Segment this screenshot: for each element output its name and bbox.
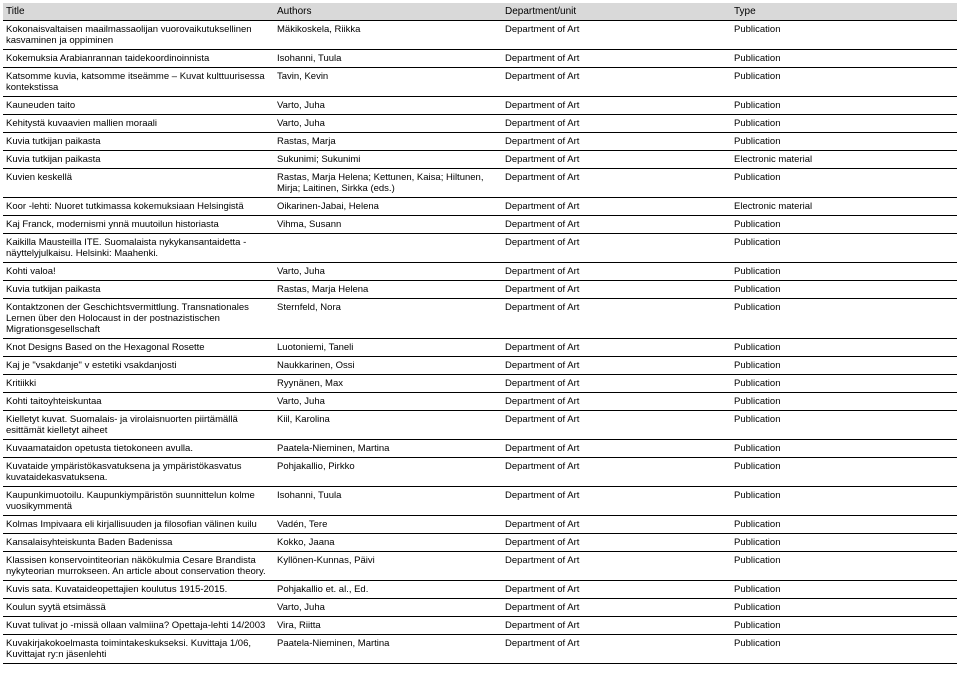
cell-unit: Department of Art (502, 440, 731, 458)
cell-title: Kaj Franck, modernismi ynnä muutoilun historiasta (3, 216, 274, 234)
cell-type: Publication (731, 635, 957, 664)
cell-type: Publication (731, 169, 957, 198)
cell-type: Electronic material (731, 151, 957, 169)
table-row (3, 552, 957, 581)
table-row (3, 97, 957, 115)
table-row (3, 198, 957, 216)
cell-unit: Department of Art (502, 68, 731, 97)
table-row (3, 115, 957, 133)
cell-type: Publication (731, 133, 957, 151)
cell-type: Publication (731, 21, 957, 50)
cell-unit: Department of Art (502, 97, 731, 115)
column-header-authors: Authors (274, 3, 502, 21)
table-row (3, 440, 957, 458)
cell-unit: Department of Art (502, 581, 731, 599)
cell-type: Publication (731, 534, 957, 552)
cell-title: Kokonaisvaltaisen maailmassaolijan vuorovaikutuksellinen kasvaminen ja oppiminen (3, 21, 274, 50)
cell-authors: Sukunimi; Sukunimi (274, 151, 502, 169)
cell-type: Publication (731, 581, 957, 599)
cell-unit: Department of Art (502, 375, 731, 393)
cell-authors: Mäkikoskela, Riikka (274, 21, 502, 50)
cell-title: Kuvataide ympäristökasvatuksena ja ympäristökasvatus kuvataidekasvatuksena. (3, 458, 274, 487)
cell-unit: Department of Art (502, 411, 731, 440)
cell-authors: Kiil, Karolina (274, 411, 502, 440)
cell-title: Kuvia tutkijan paikasta (3, 151, 274, 169)
cell-title: Kuvakirjakokoelmasta toimintakeskukseksi. Kuvittaja 1/06, Kuvittajat ry:n jäsenlehti (3, 635, 274, 664)
cell-authors: Paatela-Nieminen, Martina (274, 635, 502, 664)
cell-unit: Department of Art (502, 635, 731, 664)
cell-type: Publication (731, 299, 957, 339)
table-row (3, 516, 957, 534)
cell-title: Kuvia tutkijan paikasta (3, 281, 274, 299)
table-row (3, 458, 957, 487)
cell-title: Knot Designs Based on the Hexagonal Rosette (3, 339, 274, 357)
cell-authors: Pohjakallio et. al., Ed. (274, 581, 502, 599)
cell-title: Kuvis sata. Kuvataideopettajien koulutus 1915-2015. (3, 581, 274, 599)
cell-authors: Pohjakallio, Pirkko (274, 458, 502, 487)
cell-type: Publication (731, 393, 957, 411)
cell-authors: Kokko, Jaana (274, 534, 502, 552)
cell-type: Publication (731, 339, 957, 357)
table-row (3, 375, 957, 393)
cell-authors: Isohanni, Tuula (274, 50, 502, 68)
cell-authors: Rastas, Marja (274, 133, 502, 151)
cell-authors: Rastas, Marja Helena (274, 281, 502, 299)
cell-title: Kansalaisyhteiskunta Baden Badenissa (3, 534, 274, 552)
table-row (3, 339, 957, 357)
cell-type: Publication (731, 281, 957, 299)
cell-unit: Department of Art (502, 599, 731, 617)
cell-title: Kaupunkimuotoilu. Kaupunkiympäristön suunnittelun kolme vuosikymmentä (3, 487, 274, 516)
table-row (3, 216, 957, 234)
cell-unit: Department of Art (502, 516, 731, 534)
cell-title: Kehitystä kuvaavien mallien moraali (3, 115, 274, 133)
cell-title: Kaikilla Mausteilla ITE. Suomalaista nykykansantaidetta -näyttelyjulkaisu. Helsinki: Maahenki. (3, 234, 274, 263)
table-row (3, 357, 957, 375)
table-row (3, 234, 957, 263)
table-row (3, 151, 957, 169)
cell-type: Publication (731, 68, 957, 97)
cell-authors: Varto, Juha (274, 599, 502, 617)
cell-authors: Kyllönen-Kunnas, Päivi (274, 552, 502, 581)
cell-authors: Vadén, Tere (274, 516, 502, 534)
cell-unit: Department of Art (502, 339, 731, 357)
cell-type: Publication (731, 263, 957, 281)
cell-unit: Department of Art (502, 234, 731, 263)
cell-unit: Department of Art (502, 357, 731, 375)
cell-unit: Department of Art (502, 151, 731, 169)
table-row (3, 393, 957, 411)
cell-authors: Naukkarinen, Ossi (274, 357, 502, 375)
cell-unit: Department of Art (502, 115, 731, 133)
cell-unit: Department of Art (502, 281, 731, 299)
cell-unit: Department of Art (502, 617, 731, 635)
table-row (3, 534, 957, 552)
cell-authors: Oikarinen-Jabai, Helena (274, 198, 502, 216)
cell-authors: Tavin, Kevin (274, 68, 502, 97)
table-row (3, 635, 957, 664)
cell-unit: Department of Art (502, 216, 731, 234)
publication-list (3, 3, 957, 664)
table-row (3, 68, 957, 97)
cell-unit: Department of Art (502, 50, 731, 68)
table-row (3, 21, 957, 50)
cell-unit: Department of Art (502, 534, 731, 552)
cell-title: Kuvia tutkijan paikasta (3, 133, 274, 151)
cell-title: Koor -lehti: Nuoret tutkimassa kokemuksiaan Helsingistä (3, 198, 274, 216)
cell-title: Kielletyt kuvat. Suomalais- ja virolaisnuorten piirtämällä esittämät kielletyt aiheet (3, 411, 274, 440)
cell-type: Publication (731, 115, 957, 133)
table-row (3, 411, 957, 440)
cell-title: Koulun syytä etsimässä (3, 599, 274, 617)
cell-unit: Department of Art (502, 263, 731, 281)
table-row (3, 299, 957, 339)
cell-title: Kuvaamataidon opetusta tietokoneen avulla. (3, 440, 274, 458)
cell-type: Publication (731, 216, 957, 234)
cell-authors: Varto, Juha (274, 263, 502, 281)
cell-type: Publication (731, 50, 957, 68)
cell-authors: Ryynänen, Max (274, 375, 502, 393)
table-row (3, 133, 957, 151)
cell-authors: Luotoniemi, Taneli (274, 339, 502, 357)
cell-title: Kuvat tulivat jo -missä ollaan valmiina? Opettaja-lehti 14/2003 (3, 617, 274, 635)
cell-title: Klassisen konservointiteorian näkökulmia Cesare Brandista nykyteorian murrokseen. An article about conservation theory. (3, 552, 274, 581)
cell-type: Electronic material (731, 198, 957, 216)
cell-authors: Isohanni, Tuula (274, 487, 502, 516)
cell-type: Publication (731, 357, 957, 375)
cell-authors: Varto, Juha (274, 115, 502, 133)
cell-authors: Vira, Riitta (274, 617, 502, 635)
cell-title: Kritiikki (3, 375, 274, 393)
cell-type: Publication (731, 599, 957, 617)
cell-type: Publication (731, 552, 957, 581)
header-row (3, 3, 957, 21)
cell-type: Publication (731, 375, 957, 393)
cell-authors: Varto, Juha (274, 97, 502, 115)
cell-unit: Department of Art (502, 133, 731, 151)
cell-authors: Varto, Juha (274, 393, 502, 411)
cell-title: Kontaktzonen der Geschichtsvermittlung. Transnationales Lernen über den Holocaust in der postnazistischen Migrationsgesellschaft (3, 299, 274, 339)
cell-unit: Department of Art (502, 299, 731, 339)
cell-unit: Department of Art (502, 198, 731, 216)
column-header-type: Type (731, 3, 957, 21)
cell-title: Kohti taitoyhteiskuntaa (3, 393, 274, 411)
cell-type: Publication (731, 440, 957, 458)
table-row (3, 50, 957, 68)
column-header-unit: Department/unit (502, 3, 731, 21)
table-row (3, 599, 957, 617)
cell-unit: Department of Art (502, 458, 731, 487)
table-row (3, 617, 957, 635)
cell-title: Kauneuden taito (3, 97, 274, 115)
cell-authors: Sternfeld, Nora (274, 299, 502, 339)
table-row (3, 263, 957, 281)
cell-type: Publication (731, 97, 957, 115)
cell-type: Publication (731, 411, 957, 440)
cell-title: Kuvien keskellä (3, 169, 274, 198)
cell-authors: Rastas, Marja Helena; Kettunen, Kaisa; Hiltunen, Mirja; Laitinen, Sirkka (eds.) (274, 169, 502, 198)
cell-type: Publication (731, 234, 957, 263)
cell-unit: Department of Art (502, 393, 731, 411)
table-row (3, 581, 957, 599)
cell-title: Kokemuksia Arabianrannan taidekoordinoinnista (3, 50, 274, 68)
cell-title: Kolmas Impivaara eli kirjallisuuden ja filosofian välinen kuilu (3, 516, 274, 534)
table-row (3, 281, 957, 299)
table-row (3, 169, 957, 198)
cell-type: Publication (731, 617, 957, 635)
cell-type: Publication (731, 516, 957, 534)
cell-unit: Department of Art (502, 21, 731, 50)
cell-type: Publication (731, 487, 957, 516)
cell-title: Katsomme kuvia, katsomme itseämme – Kuvat kulttuurisessa kontekstissa (3, 68, 274, 97)
cell-authors: Paatela-Nieminen, Martina (274, 440, 502, 458)
publications-table (3, 3, 957, 664)
cell-unit: Department of Art (502, 487, 731, 516)
cell-title: Kohti valoa! (3, 263, 274, 281)
cell-type: Publication (731, 458, 957, 487)
cell-authors: Vihma, Susann (274, 216, 502, 234)
column-header-title: Title (3, 3, 274, 21)
cell-authors (274, 234, 502, 263)
cell-title: Kaj je "vsakdanje" v estetiki vsakdanjosti (3, 357, 274, 375)
cell-unit: Department of Art (502, 552, 731, 581)
table-row (3, 487, 957, 516)
cell-unit: Department of Art (502, 169, 731, 198)
